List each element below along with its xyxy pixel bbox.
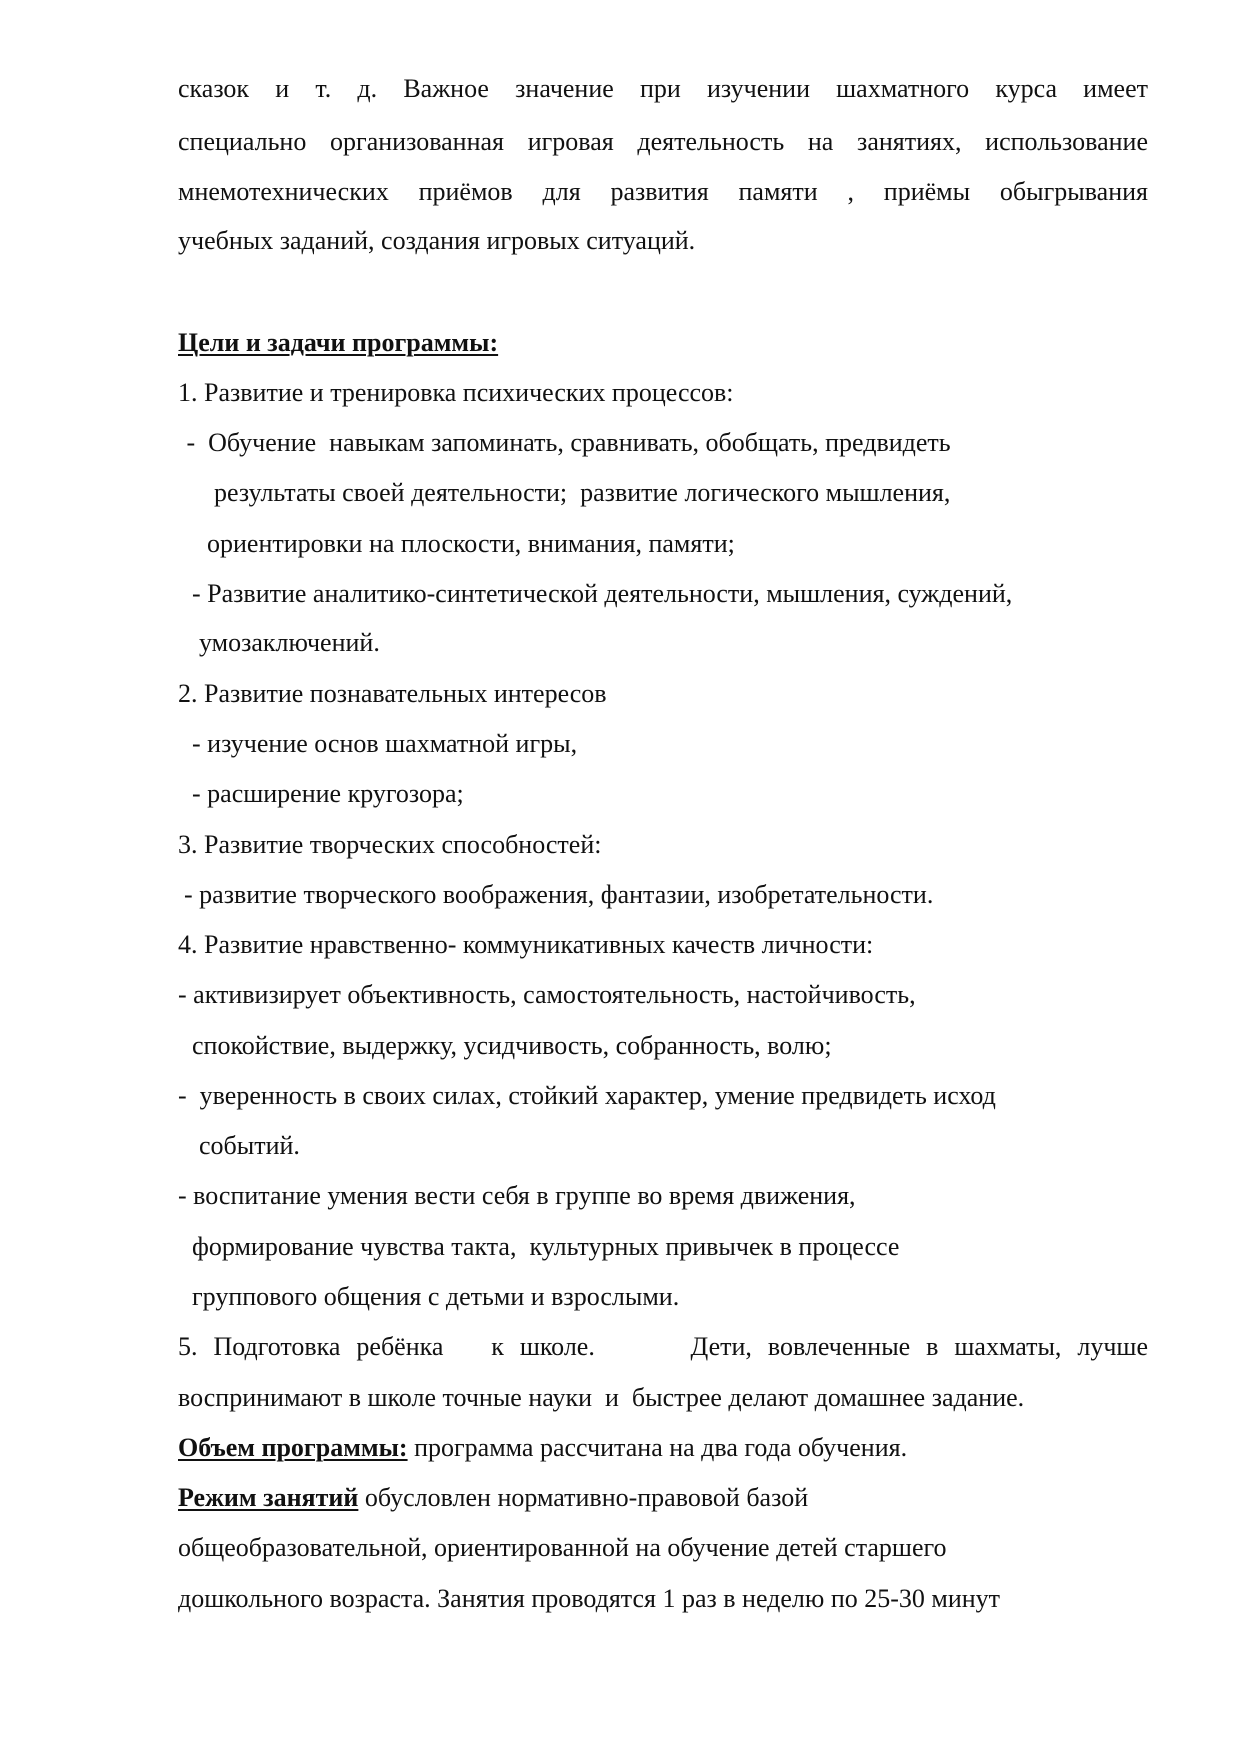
goal-line: - изучение основ шахматной игры, [192, 729, 578, 758]
goal-line: - расширение кругозора; [192, 779, 464, 808]
mode-text: обусловлен нормативно-правовой базой [358, 1483, 809, 1512]
goal-line: 4. Развитие нравственно- коммуникативных качеств личности: [178, 930, 874, 959]
intro-line: специально организованная игровая деятельность на занятиях, использование [178, 127, 1148, 156]
mode-label: Режим занятий [178, 1483, 359, 1512]
goals-heading: Цели и задачи программы: [178, 328, 499, 357]
goal-line: - уверенность в своих силах, стойкий характер, умение предвидеть исход [178, 1081, 996, 1110]
goal-line: - развитие творческого воображения, фантазии, изобретательности. [184, 880, 934, 909]
goal-line: 1. Развитие и тренировка психических процессов: [178, 378, 734, 407]
goal-line: 3. Развитие творческих способностей: [178, 830, 602, 859]
goal-line: результаты своей деятельности; развитие логического мышления, [214, 478, 951, 507]
goal-line: - активизирует объективность, самостоятельность, настойчивость, [178, 980, 916, 1009]
mode-paragraph [178, 1483, 808, 1513]
goal-line: 2. Развитие познавательных интересов [178, 679, 607, 708]
intro-line: мнемотехнических приёмов для развития памяти , приёмы обыгрывания [178, 177, 1148, 206]
goal-line: воспринимают в школе точные науки и быстрее делают домашнее задание. [178, 1383, 1025, 1412]
goal-line: - Обучение навыкам запоминать, сравнивать, обобщать, предвидеть [180, 428, 951, 457]
volume-paragraph [178, 1433, 907, 1463]
goal-line: - воспитание умения вести себя в группе во время движения, [178, 1181, 856, 1210]
intro-line: учебных заданий, создания игровых ситуаций. [178, 226, 696, 255]
goal-line: формирование чувства такта, культурных привычек в процессе [192, 1232, 900, 1261]
goal-line: - Развитие аналитико-синтетической деятельности, мышления, суждений, [192, 579, 1013, 608]
goal-line: спокойствие, выдержку, усидчивость, собранность, волю; [192, 1031, 832, 1060]
mode-line: дошкольного возраста. Занятия проводятся 1 раз в неделю по 25-30 минут [178, 1584, 1001, 1613]
goal-line: событий. [199, 1131, 300, 1160]
intro-line: сказок и т. д. Важное значение при изучении шахматного курса имеет [178, 74, 1148, 103]
mode-line: общеобразовательной, ориентированной на обучение детей старшего [178, 1533, 947, 1562]
goal-line: умозаключений. [199, 628, 380, 657]
volume-text: программа рассчитана на два года обучения. [407, 1433, 908, 1462]
goal-line: ориентировки на плоскости, внимания, памяти; [207, 529, 735, 558]
goal-line: группового общения с детьми и взрослыми. [192, 1282, 680, 1311]
goal-line: 5. Подготовка ребёнка к школе. Дети, вовлеченные в шахматы, лучше [178, 1332, 1148, 1361]
volume-label: Объем программы: [178, 1433, 408, 1462]
